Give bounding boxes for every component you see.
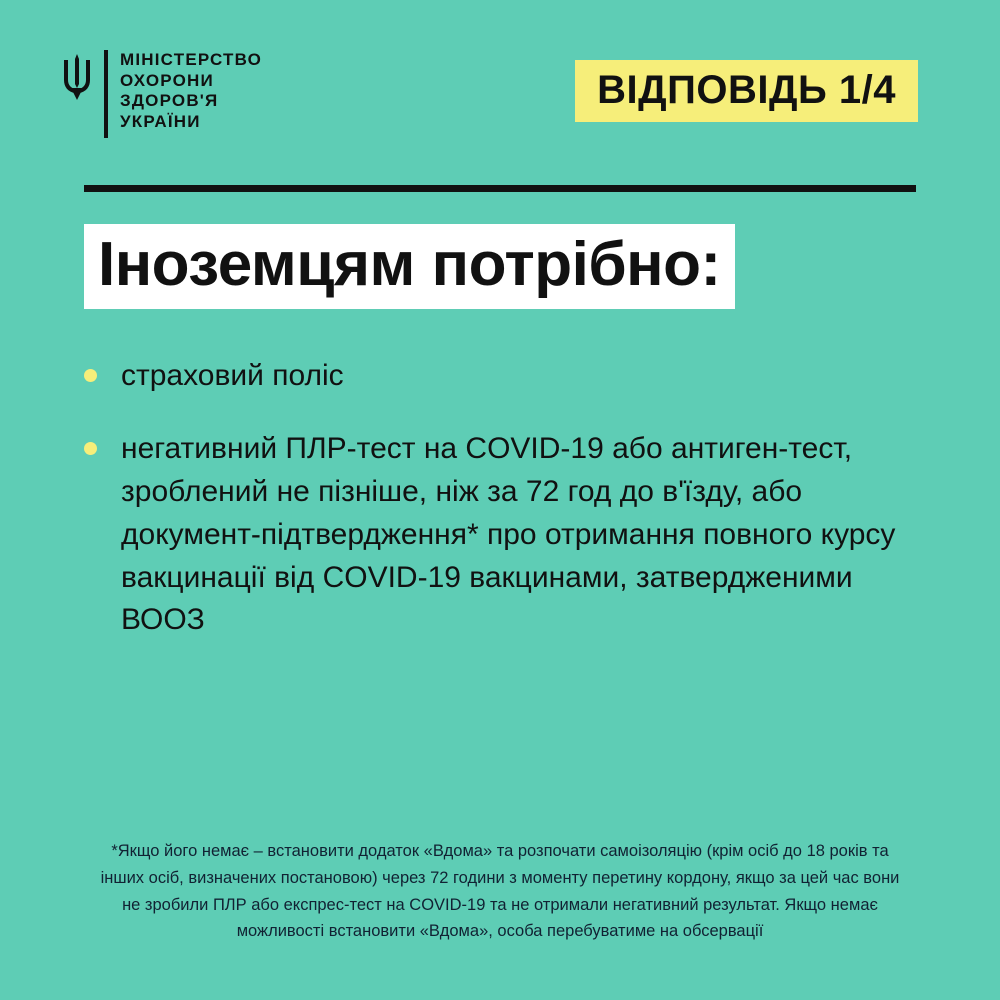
ministry-line-3: ЗДОРОВ'Я xyxy=(120,91,219,111)
page-title-wrap xyxy=(84,224,735,309)
list-item xyxy=(84,428,920,642)
ministry-line-2: ОХОРОНИ xyxy=(120,70,214,90)
list-item-text: негативний ПЛР-тест на COVID-19 або антиген-тест, зроблений не пізніше, ніж за 72 год до в'їзду, або документ-підтвердження* про отримання повного курсу вакцинації від COVID-19 вакцинами, затвердженими ВООЗ xyxy=(121,431,896,637)
requirements-list xyxy=(84,355,920,672)
logo-divider xyxy=(104,50,108,138)
ministry-logo xyxy=(62,50,262,138)
bullet-dot-icon xyxy=(84,442,97,455)
footnote: *Якщо його немає – встановити додаток «Вдома» та розпочати самоізоляцію (крім осіб до 18 років та інших осіб, визначених постановою) через 72 години з моменту перетину кордону, якщо за цей час вони не зробили ПЛР або експрес-тест на COVID-19 та не отримали негативний результат. Якщо немає можливості встановити «Вдома», особа перебуватиме на обсервації xyxy=(100,842,900,941)
ukraine-trident-icon xyxy=(62,54,92,100)
list-item-text: страховий поліс xyxy=(121,359,344,392)
header xyxy=(62,48,918,158)
ministry-name xyxy=(120,50,262,133)
page-title: Іноземцям потрібно: xyxy=(84,224,735,309)
list-item xyxy=(84,355,920,398)
bullet-dot-icon xyxy=(84,369,97,382)
ministry-line-4: УКРАЇНИ xyxy=(120,112,201,132)
header-divider xyxy=(84,185,916,192)
answer-badge: ВІДПОВІДЬ 1/4 xyxy=(575,60,918,122)
ministry-line-1: МІНІСТЕРСТВО xyxy=(120,50,263,69)
